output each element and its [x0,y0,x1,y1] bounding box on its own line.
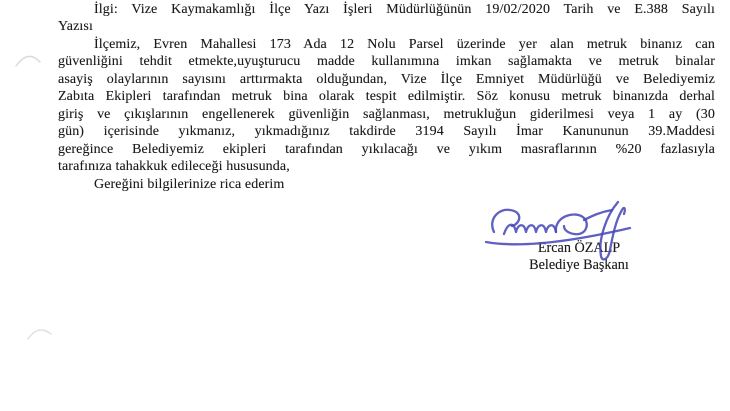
body-line: asayiş olaylarının sayısını arttırmakta olduğundan, Vize İlçe Emniyet Müdürlüğü ve Belediyemiz [58,71,715,87]
body-line: tarafınıza tahakkuk edileceği hususunda, [58,159,290,175]
body-line: güvenliğini tehdit etmekte,uyuşturucu madde kullanımına imkan sağlamakta ve metruk binalar [58,54,715,70]
closing-line: Gereğini bilgilerinize rica ederim [94,176,285,192]
body-line: gereğince Belediyemiz ekipleri tarafından yıkılacağı ve yıkım masraflarının %20 fazlasıyla [58,141,715,157]
body-line: giriş ve çıkışlarının engellenerek güvenliğin sağlanması, metrukluğun giderilmesi veya 1 ay (30 [58,106,715,122]
scan-artifact-arc [16,56,40,66]
body-line: Zabıta Ekipleri tarafından metruk bina olarak tespit edilmiştir. Söz konusu metruk binanızda derhal [58,89,715,105]
scan-artifact-arc [28,330,51,339]
signer-name: Ercan ÖZALP [537,240,621,256]
body-line: gün) içerisinde yıkmanız, yıkmadığınız takdirde 3194 Sayılı İmar Kanununun 39.Maddesi [58,124,715,140]
reference-line: İlgi: Vize Kaymakamlığı İlçe Yazı İşleri Müdürlüğünün 19/02/2020 Tarih ve E.388 Sayılı [94,2,715,17]
signature-block [498,240,660,273]
letter-body [58,1,715,193]
body-line: İlçemiz, Evren Mahallesi 173 Ada 12 Nolu Parsel üzerinde yer alan metruk binanız can [94,36,715,52]
reference-line-cont: Yazısı [58,19,93,35]
signer-title: Belediye Başkanı [529,256,629,273]
